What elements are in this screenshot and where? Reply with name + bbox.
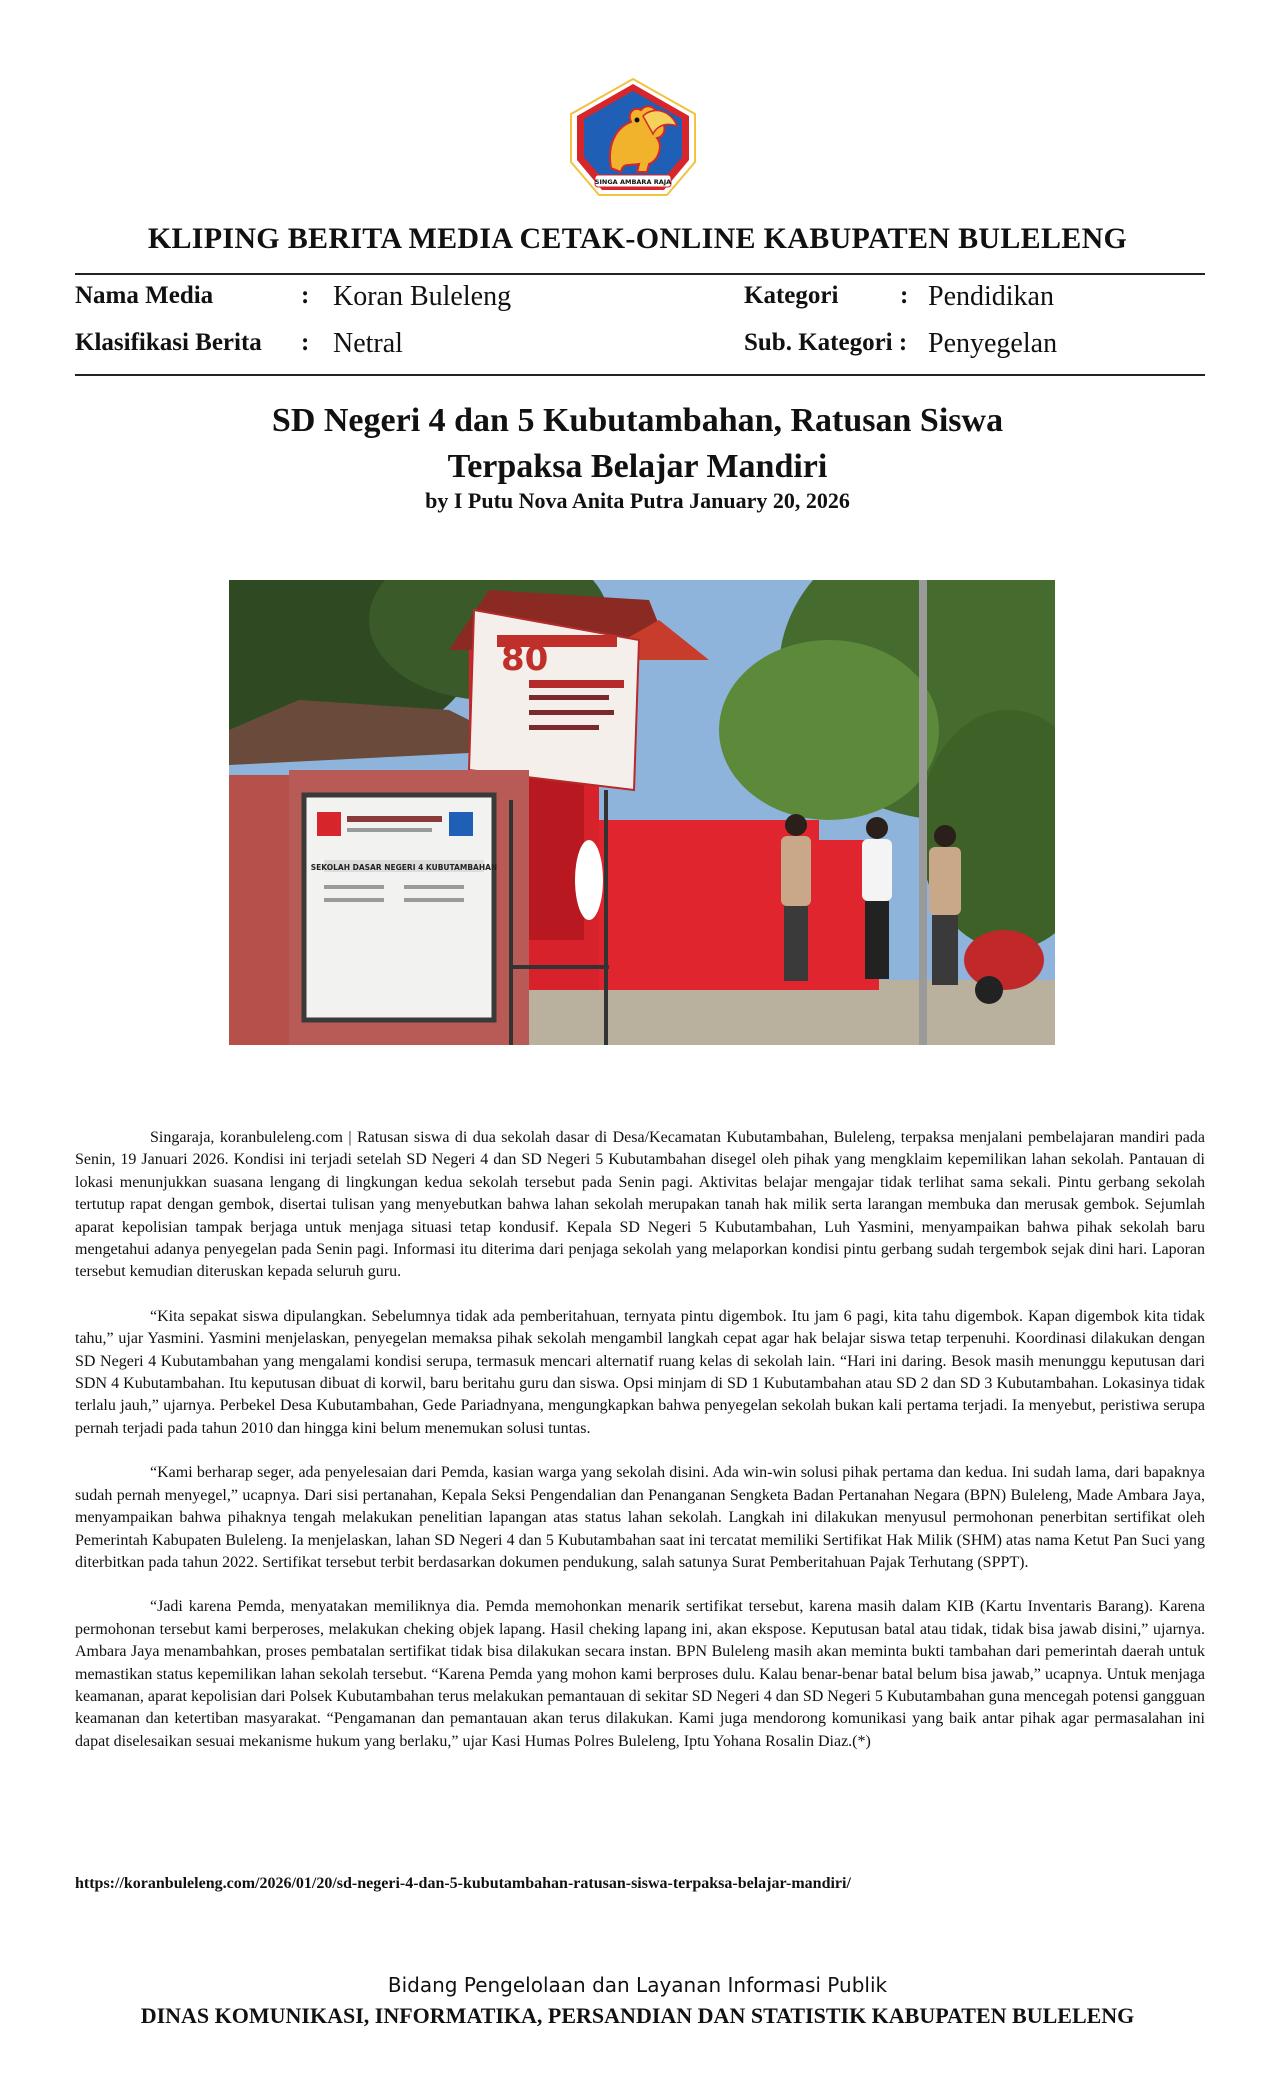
klasifikasi-colon: : — [301, 329, 310, 356]
article-title-line-2: Terpaksa Belajar Mandiri — [447, 448, 828, 485]
kategori-label: Kategori — [744, 282, 839, 309]
article-paragraph-2: “Kita sepakat siswa dipulangkan. Sebelumnya tidak ada pemberitahuan, ternyata pintu digembok. Itu jam 6 pagi, kita tahu digembok. Kapan digembok kita tidak tahu,” ujar Yasmini. Yasmini menjelaskan, penyegelan memaksa pihak sekolah mengambil langkah cepat agar hak belajar siswa tetap terpenuhi. Koordinasi dilakukan dengan SD Negeri 4 Kubutambahan yang mengalami kondisi serupa, termasuk mencari alternatif ruang kelas di sekolah lain. “Hari ini daring. Besok masih menunggu keputusan dari SDN 4 Kubutambahan. Itu keputusan dibuat di korwil, baru beritahu guru dan siswa. Opsi minjam di SD 1 Kubutambahan atau SD 2 dan SD 3 Kubutambahan. Lokasinya tidak terlalu jauh,” ujarnya. Perbekel Desa Kubutambahan, Gede Pariadnyana, mengungkapkan bahwa penyegelan sekolah bukan kali pertama terjadi. Ia menyebut, peristiwa serupa pernah terjadi pada tahun 2010 dan hingga kini belum menemukan solusi tuntas. — [75, 1307, 1205, 1437]
klasifikasi-value: Netral — [333, 328, 403, 359]
kategori-value: Pendidikan — [928, 281, 1054, 312]
logo-caption: SINGA AMBARA RAJA — [594, 178, 672, 186]
media-colon: : — [301, 282, 310, 309]
buleleng-emblem-logo — [567, 76, 699, 198]
header-divider-bottom — [75, 374, 1205, 376]
article-title — [0, 398, 1275, 490]
banner-number: 80 — [501, 639, 549, 679]
subkategori-label: Sub. Kategori : — [744, 329, 908, 356]
article-byline: by I Putu Nova Anita Putra January 20, 2026 — [425, 488, 850, 513]
article-body — [75, 1127, 1205, 1775]
footer-agency: DINAS KOMUNIKASI, INFORMATIKA, PERSANDIAN DAN STATISTIK KABUPATEN BULELENG — [140, 2003, 1135, 2028]
footer-division: Bidang Pengelolaan dan Layanan Informasi Publik — [387, 1973, 888, 1997]
article-title-line-1: SD Negeri 4 dan 5 Kubutambahan, Ratusan Siswa — [271, 402, 1004, 439]
school-sign-text: SEKOLAH DASAR NEGERI 4 KUBUTAMBAHAN — [310, 863, 498, 872]
article-photo — [229, 580, 1055, 1045]
article-paragraph-3: “Kami berharap seger, ada penyelesaian dari Pemda, kasian warga yang sekolah disini. Ada win-win solusi pihak pertama dan kedua. Ini sudah lama, dari bapaknya sudah pernah menyegel,” ucapnya. Dari sisi pertanahan, Kepala Seksi Pengendalian dan Penanganan Sengketa Badan Pertanahan Negara (BPN) Buleleng, Made Ambara Jaya, menyampaikan bahwa pihaknya tengah melakukan penelitian lapangan atas status lahan sekolah. Langkah ini dilakukan menyusul permohonan penerbitan sertifikat oleh Pemerintah Kabupaten Buleleng. Ia menjelaskan, lahan SD Negeri 4 dan 5 Kubutambahan saat ini tercatat memiliki Sertifikat Hak Milik (SHM) atas nama Ketut Pan Suci yang diterbitkan pada tahun 2022. Sertifikat tersebut terbit berdasarkan dokumen pendukung, salah satunya Surat Pemberitahuan Pajak Terhutang (SPPT). — [75, 1464, 1205, 1571]
source-url-link[interactable]: https://koranbuleleng.com/2026/01/20/sd-negeri-4-dan-5-kubutambahan-ratusan-siswa-terpaksa-belajar-mandiri/ — [75, 1875, 851, 1892]
subkategori-value: Penyegelan — [928, 328, 1058, 359]
header-divider-top — [75, 273, 1205, 275]
media-value: Koran Buleleng — [333, 281, 512, 312]
klasifikasi-label: Klasifikasi Berita — [75, 329, 262, 356]
media-label: Nama Media — [75, 282, 214, 309]
article-paragraph-1: Singaraja, koranbuleleng.com | Ratusan siswa di dua sekolah dasar di Desa/Kecamatan Kubutambahan, Buleleng, terpaksa menjalani pembelajaran mandiri pada Senin, 19 Januari 2026. Kondisi ini terjadi setelah SD Negeri 4 dan SD Negeri 5 Kubutambahan disegel oleh pihak yang mengklaim kepemilikan lahan sekolah. Pantauan di lokasi menunjukkan suasana lengang di lingkungan kedua sekolah tersebut pada Senin pagi. Aktivitas belajar mengajar tidak terlihat sama sekali. Pintu gerbang sekolah tertutup rapat dengan gembok, disertai tulisan yang menyebutkan bahwa lahan sekolah merupakan tanah hak milik serta larangan membuka dan merusak gembok. Sejumlah aparat kepolisian tampak berjaga untuk menjaga situasi tetap kondusif. Kepala SD Negeri 5 Kubutambahan, Luh Yasmini, menyampaikan bahwa pihak sekolah baru mengetahui adanya penyegelan pada Senin pagi. Informasi itu diterima dari penjaga sekolah yang melaporkan kondisi pintu gerbang sudah tergembok sejak dini hari. Laporan tersebut kemudian diteruskan kepada seluruh guru. — [75, 1129, 1205, 1281]
kliping-title: KLIPING BERITA MEDIA CETAK-ONLINE KABUPATEN BULELENG — [147, 222, 1128, 255]
article-paragraph-4: “Jadi karena Pemda, menyatakan memiliknya dia. Pemda memohonkan menarik sertifikat tersebut, karena masih dalam KIB (Kartu Inventaris Barang). Karena permohonan tersebut kami berperoses, melakukan cheking objek lapang. Hasil cheking lapang ini, akan ekspose. Keputusan batal atau tidak, tidak bisa jawab disini,” ujarnya. Ambara Jaya menambahkan, proses pembatalan sertifikat tidak bisa dilakukan secara instan. BPN Buleleng masih akan meminta bukti tambahan dari pemerintah daerah untuk memastikan status kepemilikan lahan sekolah tersebut. “Karena Pemda yang mohon kami berproses dulu. Kalau benar-benar batal belum bisa jawab,” ucapnya. Untuk menjaga keamanan, aparat kepolisian dari Polsek Kubutambahan terus melakukan pemantauan di sekitar SD Negeri 4 dan SD Negeri 5 Kubutambahan guna mencegah potensi gangguan keamanan dan ketertiban masyarakat. “Pengamanan dan pemantauan akan terus dilakukan. Kami juga mendorong komunikasi yang baik antar pihak agar permasalahan ini dapat diselesaikan sesuai mekanisme hukum yang berlaku,” ujar Kasi Humas Polres Buleleng, Iptu Yohana Rosalin Diaz.(*) — [75, 1598, 1205, 1750]
kategori-colon: : — [900, 282, 909, 309]
